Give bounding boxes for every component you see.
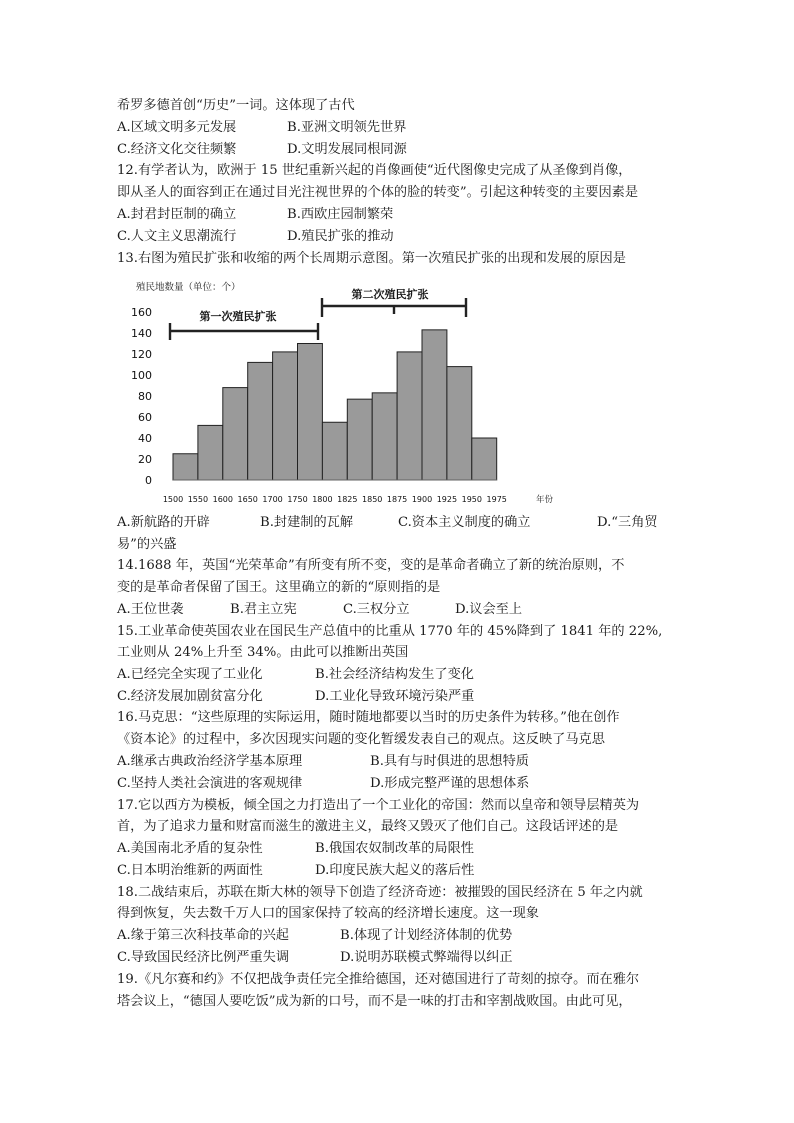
q13-option-d: D.“三角贸 <box>597 515 658 530</box>
x-tick-label: 1750 <box>287 495 308 504</box>
q12-option-c: C.人文主义思潮流行 <box>117 229 237 244</box>
x-axis-title: 年份 <box>536 495 554 505</box>
q17-option-b: B.俄国农奴制改革的局限性 <box>315 841 474 856</box>
x-tick-label: 1850 <box>362 495 383 504</box>
q15-stem-line2: 工业则从 24%上升至 34%。由此可以推断出英国 <box>117 645 409 660</box>
chart-bar <box>173 454 198 480</box>
q13-option-d-cont: 易”的兴盛 <box>117 537 177 552</box>
y-tick-label: 40 <box>138 432 152 445</box>
second-expansion-label: 第二次殖民扩张 <box>351 288 429 301</box>
q14-stem-line2: 变的是革命者保留了国王。这里确立的新的“原则指的是 <box>117 580 441 595</box>
q16-option-c: C.坚持人类社会演进的客观规律 <box>117 776 303 791</box>
chart-bar <box>298 344 323 481</box>
q13-stem: 13.右图为殖民扩张和收缩的两个长周期示意图。第一次殖民扩张的出现和发展的原因是 <box>117 251 626 266</box>
colonial-expansion-chart <box>118 276 568 508</box>
q13-option-a: A.新航路的开辟 <box>117 515 210 530</box>
q12-option-d: D.殖民扩张的推动 <box>287 229 394 244</box>
chart-bar <box>422 330 447 480</box>
q15-stem-line1: 15.工业革命使英国农业在国民生产总值中的比重从 1770 年的 45%降到了 1841 年的 22%, <box>117 624 663 639</box>
x-tick-label: 1500 <box>162 495 184 504</box>
y-tick-label: 140 <box>131 327 152 340</box>
q15-option-b: B.社会经济结构发生了变化 <box>315 667 474 682</box>
q17-option-c: C.日本明治维新的两面性 <box>117 863 263 878</box>
x-tick-label: 1550 <box>187 495 209 504</box>
q14-option-a: A.王位世袭 <box>117 602 184 617</box>
q14-option-b: B.君主立宪 <box>230 602 297 617</box>
y-tick-label: 100 <box>131 369 152 382</box>
x-tick-label: 1975 <box>486 495 507 504</box>
chart-bar <box>198 425 223 480</box>
chart-bar <box>372 393 397 480</box>
q14-stem-line1: 14.1688 年，英国“光荣革命”有所变有所不变，变的是革命者确立了新的统治原则，不 <box>117 558 625 573</box>
chart-bar <box>248 362 273 480</box>
chart-bar <box>447 367 472 480</box>
q16-option-d: D.形成完整严谨的思想体系 <box>370 776 530 791</box>
q11-option-b: B.亚洲文明领先世界 <box>287 120 407 135</box>
q13-option-c: C.资本主义制度的确立 <box>398 515 531 530</box>
x-tick-label: 1650 <box>237 495 258 504</box>
q15-option-a: A.已经完全实现了工业化 <box>117 667 263 682</box>
y-tick-label: 120 <box>131 348 152 361</box>
q17-stem-line1: 17.它以西方为模板，倾全国之力打造出了一个工业化的帝国：然而以皇帝和领导层精英为 <box>117 798 640 813</box>
q18-option-c: C.导致国民经济比例严重失调 <box>117 950 290 965</box>
q12-option-a: A.封君封臣制的确立 <box>117 207 237 222</box>
y-tick-label: 160 <box>131 306 152 319</box>
x-tick-label: 1700 <box>262 495 283 504</box>
x-tick-label: 1600 <box>212 495 233 504</box>
y-tick-label: 20 <box>138 453 152 466</box>
bars <box>173 330 497 480</box>
q12-stem-line1: 12.有学者认为，欧洲于 15 世纪重新兴起的肖像画使“近代图像史完成了从圣像到肖像， <box>117 163 632 178</box>
q18-option-a: A.缘于第三次科技革命的兴起 <box>117 928 289 943</box>
q16-option-b: B.具有与时俱进的思想特质 <box>370 754 529 769</box>
q18-option-d: D.说明苏联模式弊端得以纠正 <box>340 950 513 965</box>
q11-option-a: A.区域文明多元发展 <box>117 120 237 135</box>
chart-bar <box>472 438 497 480</box>
q15-option-d: D.工业化导致环境污染严重 <box>315 689 475 704</box>
q14-option-c: C.三权分立 <box>343 602 410 617</box>
q19-stem-line1: 19.《凡尔赛和约》不仅把战争责任完全推给德国，还对德国进行了苛刻的掠夺。而在雅尔 <box>117 972 640 987</box>
q11-stem-tail: 希罗多德首创“历史”一词。这体现了古代 <box>117 98 355 113</box>
q16-stem-line1: 16.马克思：“这些原理的实际运用，随时随地都要以当时的历史条件为转移。”他在创作 <box>117 710 620 725</box>
first-expansion-label: 第一次殖民扩张 <box>199 310 277 323</box>
y-tick-label: 80 <box>138 390 152 403</box>
q18-stem-line2: 得到恢复，失去数千万人口的国家保持了较高的经济增长速度。这一现象 <box>117 906 539 921</box>
q14-option-d: D.议会至上 <box>455 602 523 617</box>
chart-bar <box>273 352 298 480</box>
q16-stem-line2: 《资本论》的过程中，多次因现实问题的变化暂缓发表自己的观点。这反映了马克思 <box>117 732 605 747</box>
q17-option-d: D.印度民族大起义的落后性 <box>315 863 475 878</box>
q11-option-d: D.文明发展同根同源 <box>287 142 407 157</box>
first-expansion-bracket <box>170 323 318 340</box>
x-tick-label: 1900 <box>411 495 433 504</box>
q12-option-b: B.西欧庄园制繁荣 <box>287 207 394 222</box>
chart-bar <box>347 399 372 480</box>
q16-option-a: A.继承古典政治经济学基本原理 <box>117 754 303 769</box>
chart-bar <box>397 352 422 480</box>
x-tick-label: 1800 <box>312 495 333 504</box>
y-tick-labels <box>131 306 152 487</box>
q15-option-c: C.经济发展加剧贫富分化 <box>117 689 263 704</box>
y-axis-title: 殖民地数量（单位：个） <box>136 282 241 293</box>
q17-stem-line2: 首，为了追求力量和财富而滋生的激进主义，最终又毁灭了他们自己。这段话评述的是 <box>117 819 619 834</box>
chart-bar <box>223 388 248 480</box>
q18-stem-line1: 18.二战结束后，苏联在斯大林的领导下创造了经济奇迹：被摧毁的国民经济在 5 年之内就 <box>117 885 643 900</box>
q12-stem-line2: 即从圣人的面容到正在通过目光注视世界的个体的脸的转变”。引起这种转变的主要因素是 <box>117 185 639 200</box>
q18-option-b: B.体现了计划经济体制的优势 <box>340 928 513 943</box>
y-tick-label: 60 <box>138 411 152 424</box>
q11-option-c: C.经济文化交往频繁 <box>117 142 237 157</box>
q13-option-b: B.封建制的瓦解 <box>260 515 354 530</box>
x-tick-label: 1825 <box>337 495 358 504</box>
x-tick-labels <box>163 495 507 504</box>
x-tick-label: 1925 <box>436 495 458 504</box>
chart-bar <box>322 422 347 480</box>
y-tick-label: 0 <box>145 474 152 487</box>
x-tick-label: 1875 <box>386 495 408 504</box>
q17-option-a: A.美国南北矛盾的复杂性 <box>117 841 263 856</box>
q19-stem-line2: 塔会议上，“德国人要吃饭”成为新的口号，而不是一味的打击和宰割战败国。由此可见， <box>117 994 632 1009</box>
x-tick-label: 1950 <box>461 495 482 504</box>
